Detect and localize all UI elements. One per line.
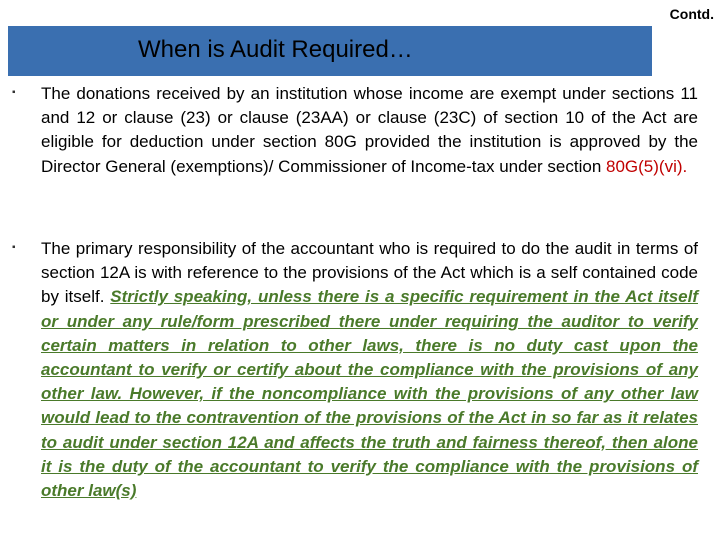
bullet-body: The primary responsibility of the accountant who is required to do the audit in terms of section 12A is with reference to the provisions of the Act which is a self contained code by itself. (41, 239, 698, 307)
bullet-text (41, 237, 698, 503)
title-bar (8, 26, 652, 76)
emphasized-passage: Strictly speaking, unless there is a specific requirement in the Act itself or under any rule/form prescribed there under requiring the auditor to verify certain matters in relation to other laws, there is no duty cast upon the accountant to verify or certify about the compliance with the provisions of any other law. However, if the noncompliance with the provisions of any other law would lead to the contravention of the provisions of the Act in so far as it relates to audit under section 12A and affects the truth and fairness thereof, then alone it is the duty of the accountant to verify the compliance with the provisions of other law(s) (41, 287, 698, 501)
bullet-item-responsibility (12, 237, 698, 503)
bullet-item-donations (12, 82, 698, 179)
square-bullet-icon: ▪ (12, 242, 16, 253)
contd-label: Contd. (669, 6, 714, 22)
page-title: When is Audit Required… (138, 36, 413, 63)
section-reference: 80G(5)(vi). (606, 156, 688, 176)
bullet-body: The donations received by an institution whose income are exempt under sections 11 and 12 or clause (23) or clause (23AA) or clause (23C) of section 10 of the Act are eligible for deduction under section 80G provided the institution is approved by the Director General (exemptions)/ Commissioner of Income-tax under section (41, 84, 698, 176)
square-bullet-icon: ▪ (12, 87, 16, 98)
bullet-text (41, 82, 698, 179)
